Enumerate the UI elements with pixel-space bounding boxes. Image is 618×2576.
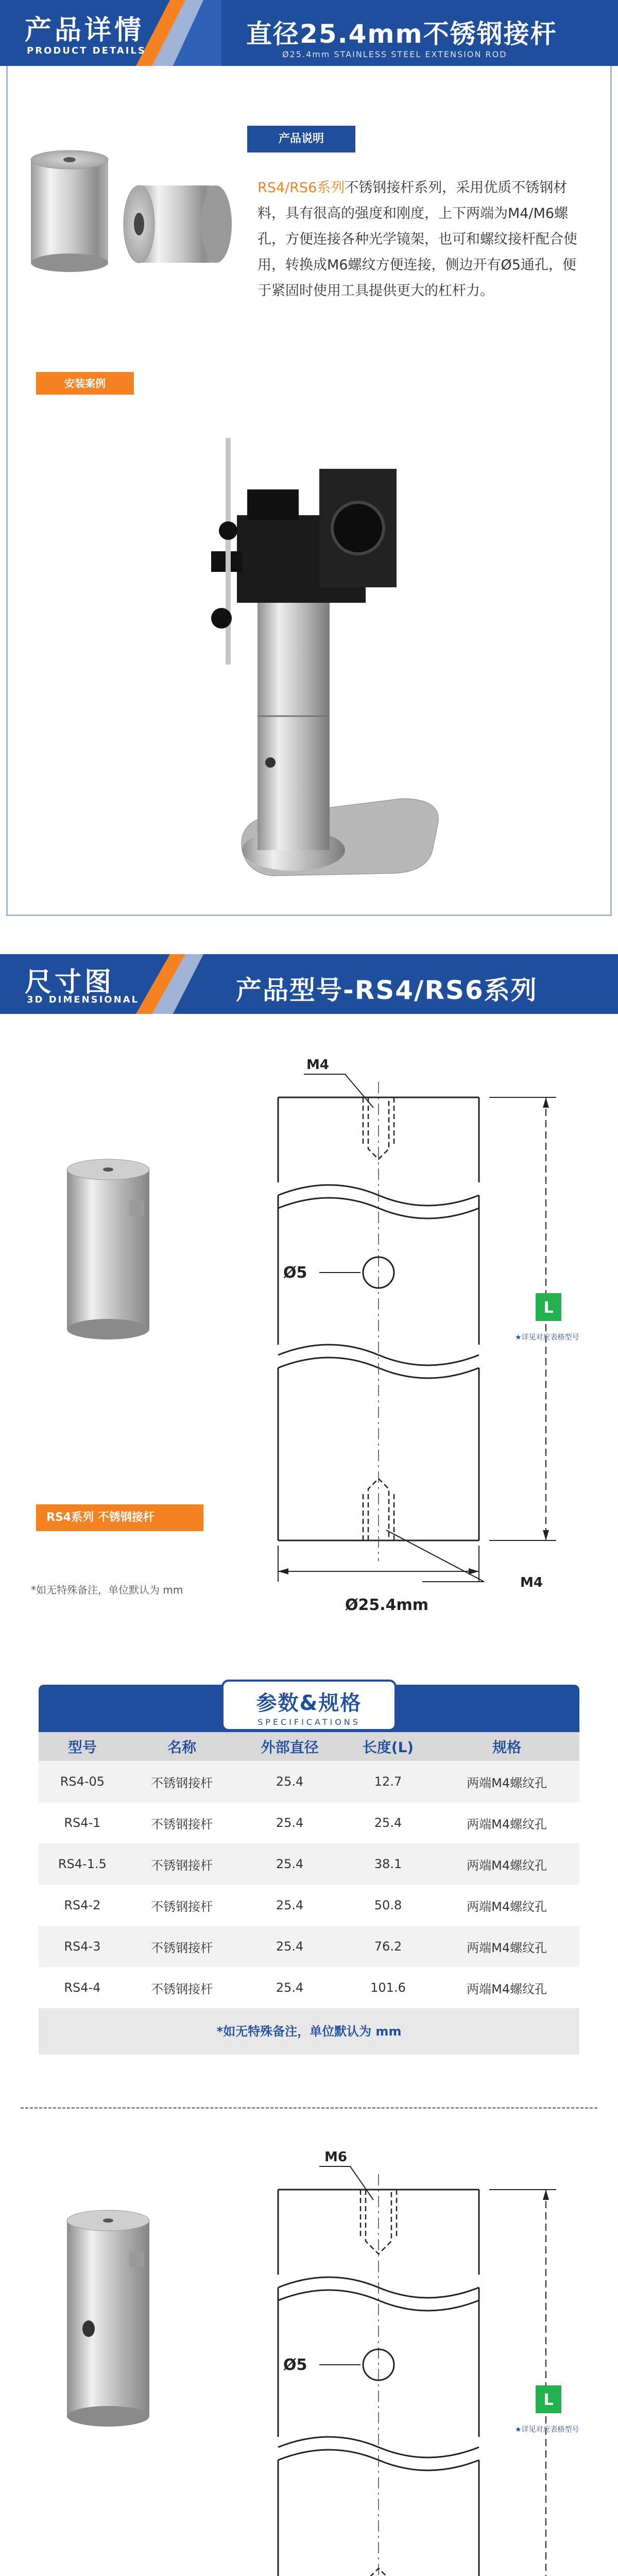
rs4-unit-note: *如无特殊备注，单位默认为 mm <box>31 1584 183 1596</box>
rs4-table-row <box>39 1967 579 2008</box>
rs4-table-cell: 两端M4螺纹孔 <box>434 1802 579 1843</box>
col-spec: 规格 <box>434 1732 579 1761</box>
rs4-spec-table <box>39 1732 579 2055</box>
series-name: RS4/RS6系列 <box>258 180 345 196</box>
rs4-bottom-thread-label: M4 <box>520 1575 543 1590</box>
rs4-spec-title <box>39 1685 579 1732</box>
rs4-table-cell: RS4-1.5 <box>39 1843 126 1885</box>
rs4-table-cell: 两端M4螺纹孔 <box>434 1926 579 1967</box>
rs4-table-cell: 25.4 <box>237 1967 341 2008</box>
rs4-diameter-label: Ø25.4mm <box>345 1596 429 1614</box>
rs4-photo <box>57 1154 160 1345</box>
rs4-table-cell: RS4-4 <box>39 1967 126 2008</box>
rs4-table-cell: 25.4 <box>342 1802 435 1843</box>
page-title: 直径25.4mm不锈钢接杆 <box>246 19 557 49</box>
rs4-table-row <box>39 1843 579 1885</box>
rs4-table-row <box>39 1885 579 1926</box>
rs4-table-note: *如无特殊备注，单位默认为 mm <box>39 2008 579 2055</box>
rs4-table-cell: 25.4 <box>237 1761 341 1802</box>
rs4-table-cell: 不锈钢接杆 <box>126 1926 238 1967</box>
rs6-length-note: ★详见对应表格型号 <box>515 2426 579 2434</box>
header-tag-subtitle: PRODUCT DETAILS <box>27 45 146 56</box>
col-model: 型号 <box>39 1732 126 1761</box>
rs4-table-cell: 25.4 <box>237 1926 341 1967</box>
rs4-table-row <box>39 1802 579 1843</box>
rs4-table-header <box>39 1732 579 1761</box>
rs4-table-cell: 101.6 <box>342 1967 435 2008</box>
rs4-table-cell: 两端M4螺纹孔 <box>434 1761 579 1802</box>
header-tag-title: 产品详情 <box>25 15 145 46</box>
rs4-table-cell: 两端M4螺纹孔 <box>434 1967 579 2008</box>
rs6-dimension-drawing <box>268 2143 597 2576</box>
rs6-photo <box>57 2205 160 2432</box>
rs4-table-cell: RS4-3 <box>39 1926 126 1967</box>
rs4-table-row <box>39 1761 579 1802</box>
rs6-top-thread-label: M6 <box>324 2149 347 2165</box>
model-title: 产品型号-RS4/RS6系列 <box>236 975 538 1005</box>
installation-example-photo <box>175 407 464 891</box>
rs4-top-thread-label: M4 <box>306 1057 329 1073</box>
dimensions-tag-subtitle: 3D DIMENSIONAL <box>27 994 140 1005</box>
product-description <box>258 175 582 304</box>
rs4-table-cell: RS4-05 <box>39 1761 126 1802</box>
dimensions-tag-title: 尺寸图 <box>25 967 115 998</box>
rs4-table-cell: 12.7 <box>342 1761 435 1802</box>
rs4-spec-subtitle-text: SPECIFICATIONS <box>258 1717 360 1727</box>
rs4-length-note: ★详见对应表格型号 <box>515 1333 579 1342</box>
product-details-header <box>0 0 618 66</box>
installation-example-label: 安装案例 <box>36 372 134 395</box>
page-subtitle: Ø25.4mm STAINLESS STEEL EXTENSION ROD <box>282 49 507 59</box>
rs4-table-cell: 两端M4螺纹孔 <box>434 1885 579 1926</box>
rs4-table-cell: RS4-2 <box>39 1885 126 1926</box>
rs4-table-cell: 不锈钢接杆 <box>126 1843 238 1885</box>
col-name: 名称 <box>126 1732 238 1761</box>
description-text: 不锈钢接杆系列，采用优质不锈钢材料，具有很高的强度和刚度，上下两端为M4/M6螺孔，方便连接各种光学镜架，也可和螺纹接杆配合使用，转换成M6螺纹方便连接，侧边开有Ø5通孔，便于紧固时使用工具提供更大的杠杆力。 <box>258 180 577 299</box>
rs4-table-cell: 不锈钢接杆 <box>126 1967 238 2008</box>
col-diameter: 外部直径 <box>237 1732 341 1761</box>
section-divider <box>21 2107 597 2109</box>
rs4-table-cell: 25.4 <box>237 1885 341 1926</box>
rs4-table-cell: 25.4 <box>237 1843 341 1885</box>
rs4-table-cell: 不锈钢接杆 <box>126 1802 238 1843</box>
rs6-length-label: L <box>543 2391 554 2409</box>
rs4-photo-label: RS4系列 不锈钢接杆 <box>36 1504 203 1531</box>
rs4-dimension-drawing <box>268 1051 597 1618</box>
dimensions-header <box>0 954 618 1014</box>
rs4-length-label: L <box>543 1299 554 1317</box>
rs4-table-cell: 不锈钢接杆 <box>126 1885 238 1926</box>
rs4-table-cell: RS4-1 <box>39 1802 126 1843</box>
rs4-table-cell: 不锈钢接杆 <box>126 1761 238 1802</box>
product-description-label: 产品说明 <box>247 126 355 152</box>
rs4-table-cell: 76.2 <box>342 1926 435 1967</box>
rs6-hole-label: Ø5 <box>283 2356 307 2374</box>
rs4-table-cell: 25.4 <box>237 1802 341 1843</box>
rs4-table-cell: 50.8 <box>342 1885 435 1926</box>
rs4-spec-title-text: 参数&规格 <box>256 1691 362 1715</box>
product-photo <box>21 139 237 289</box>
rs4-table-cell: 38.1 <box>342 1843 435 1885</box>
rs4-table-cell: 两端M4螺纹孔 <box>434 1843 579 1885</box>
rs4-table-row <box>39 1926 579 1967</box>
col-length: 长度(L) <box>342 1732 435 1761</box>
rs4-hole-label: Ø5 <box>283 1264 307 1282</box>
